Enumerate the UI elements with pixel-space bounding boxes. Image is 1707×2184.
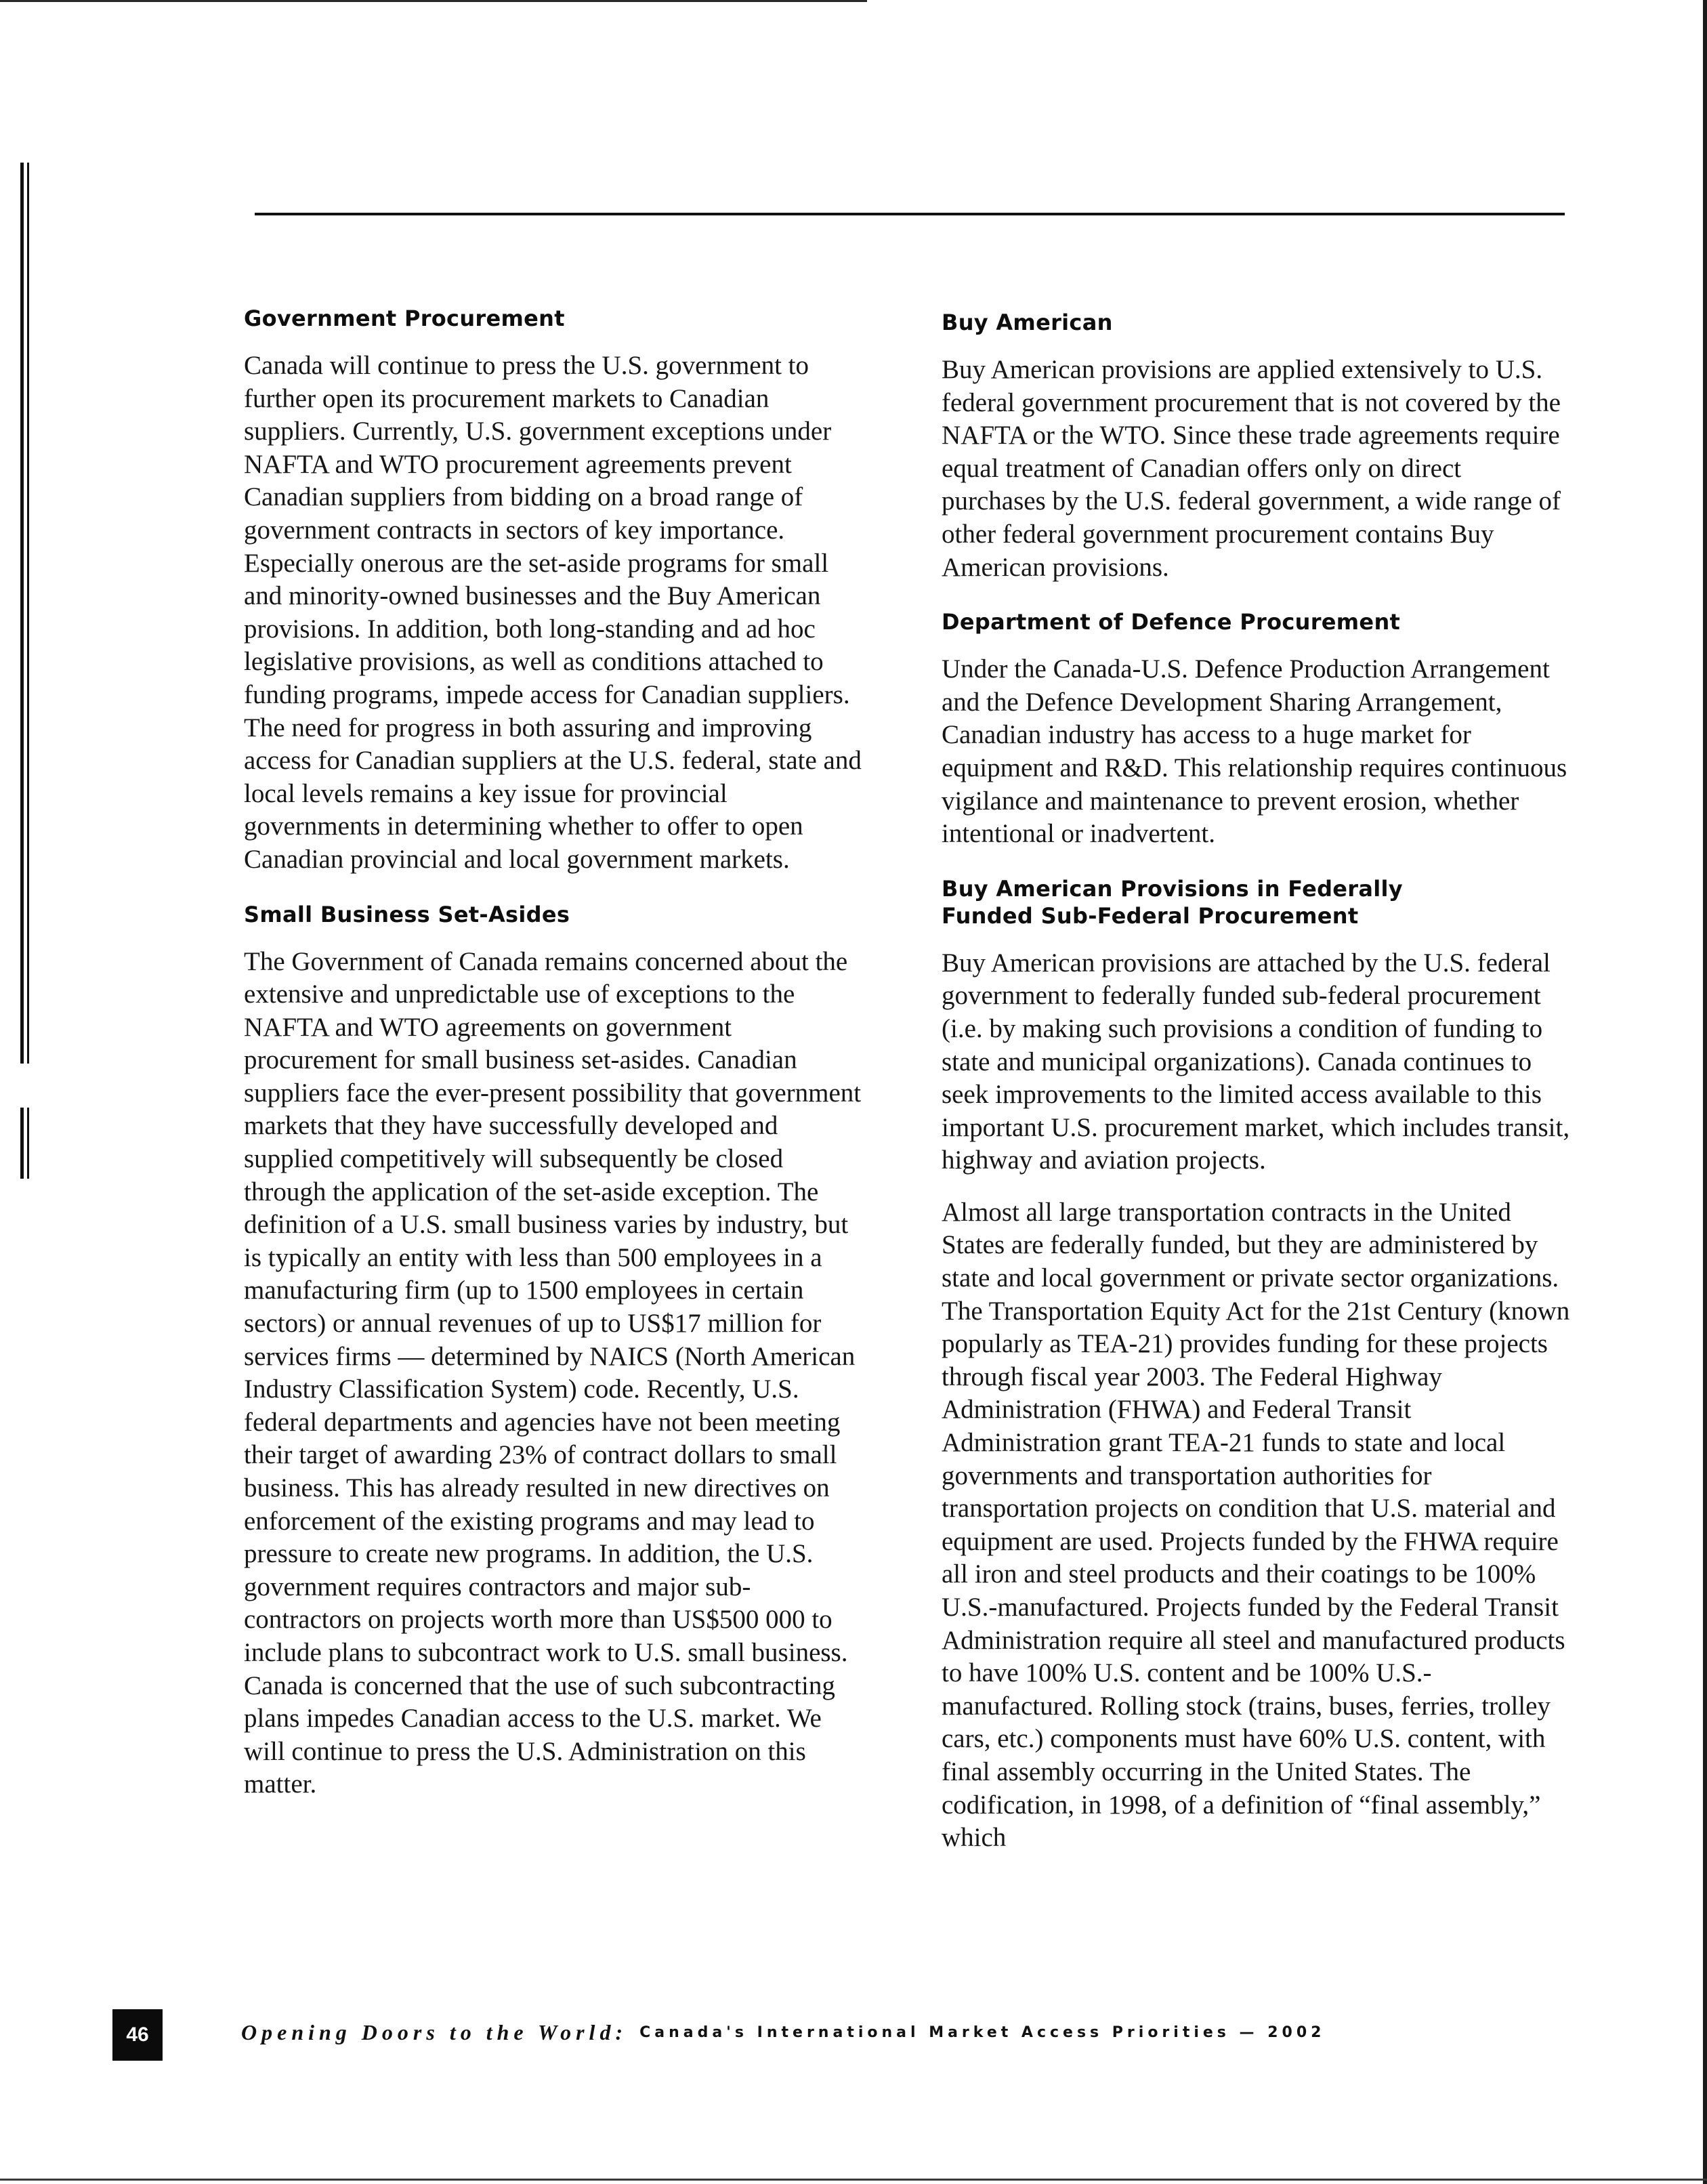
left-column [244,305,867,1801]
scan-top-edge [0,0,867,2]
section-small-business-set-asides [244,901,867,1801]
section-buy-american [942,309,1572,584]
section-paragraph: Almost all large transportation contracts in the United States are federally funded, but they are administered by state and local government or private sector organizations. The Transportation Equity Act for the 21st Century (known popularly as TEA-21) provides funding for these projects through fiscal year 2003. The Federal Highway Administration (FHWA) and Federal Transit Administration grant TEA-21 funds to state and local governments and transportation authorities for transportation projects on condition that U.S. material and equipment are used. Projects funded by the FHWA require all iron and steel products and their coatings to be 100% U.S.-manufactured. Projects funded by the Federal Transit Administration require all steel and manufactured products to have 100% U.S. content and be 100% U.S.-manufactured. Rolling stock (trains, buses, ferries, trolley cars, etc.) components must have 60% U.S. content, with final assembly occurring in the United States. The codification, in 1998, of a definition of “final assembly,” which [942,1197,1570,1853]
section-government-procurement [244,305,867,877]
section-buy-american-sub-federal [942,875,1572,1855]
section-heading: Department of Defence Procurement [942,609,1401,635]
section-defence-procurement [942,608,1572,851]
footer-subtitle: Canada's International Market Access Priorities — 2002 [639,2023,1326,2041]
section-heading: Small Business Set-Asides [244,901,570,927]
section-heading-line: Funded Sub-Federal Procurement [942,902,1359,929]
header-rule [255,213,1565,215]
section-heading-line: Buy American Provisions in Federally [942,875,1403,902]
page-number: 46 [112,2009,163,2061]
scan-margin-mark [27,1108,29,1179]
footer [241,2013,1433,2051]
scan-margin-mark [20,163,24,1064]
footer-title: Opening Doors to the World: [241,2019,628,2044]
scan-bottom-edge [0,2179,1707,2181]
section-heading [942,875,1572,929]
section-paragraph: Buy American provisions are attached by the U.S. federal government to federally funded sub-federal procurement (i.e. by making such provisions a condition of funding to state and municipal organizations). Canada continues to seek improvements to the limited access available to this important U.S. procurement market, which includes transit, highway and aviation projects. [942,948,1570,1175]
section-heading: Government Procurement [244,306,565,331]
right-column [942,309,1572,1855]
scan-margin-mark [20,1108,24,1179]
section-paragraph: Under the Canada-U.S. Defence Production Arrangement and the Defence Development Sharing Arrangement, Canadian industry has access to a huge market for equipment and R&D. This relationship requires continuous vigilance and maintenance to prevent erosion, whether intentional or inadvertent. [942,654,1567,849]
scan-margin-mark [27,163,29,1064]
scan-right-edge [1703,0,1707,2184]
section-paragraph: The Government of Canada remains concerned about the extensive and unpredictable use of exceptions to the NAFTA and WTO agreements on government procurement for small business set-asides. Canadian suppliers face the ever-present possibility that government markets that they have successfully developed and supplied competitively will subsequently be closed through the application of the set-aside exception. The definition of a U.S. small business varies by industry, but is typically an entity with less than 500 employees in a manufacturing firm (up to 1500 employees in certain sectors) or annual revenues of up to US$17 million for services firms — determined by NAICS (North American Industry Classification System) code. Recently, U.S. federal departments and agencies have not been meeting their target of awarding 23% of contract dollars to small business. This has already resulted in new directives on enforcement of the existing programs and may lead to pressure to create new programs. In addition, the U.S. government requires contractors and major sub-contractors on projects worth more than US$500 000 to include plans to subcontract work to U.S. small business. Canada is concerned that the use of such subcontracting plans impedes Canadian access to the U.S. market. We will continue to press the U.S. Administration on this matter. [244,946,862,1799]
section-heading: Buy American [942,310,1113,335]
section-paragraph: Buy American provisions are applied extensively to U.S. federal government procurement that is not covered by the NAFTA or the WTO. Since these trade agreements require equal treatment of Canadian offers only on direct purchases by the U.S. federal government, a wide range of other federal government procurement contains Buy American provisions. [942,355,1561,582]
section-paragraph: Canada will continue to press the U.S. government to further open its procurement markets to Canadian suppliers. Currently, U.S. government exceptions under NAFTA and WTO procurement agreements prevent Canadian suppliers from bidding on a broad range of government contracts in sectors of key importance. Especially onerous are the set-aside programs for small and minority-owned businesses and the Buy American provisions. In addition, both long-standing and ad hoc legislative provisions, as well as conditions attached to funding programs, impede access for Canadian suppliers. The need for progress in both assuring and improving access for Canadian suppliers at the U.S. federal, state and local levels remains a key issue for provincial governments in determining whether to offer to open Canadian provincial and local government markets. [244,351,862,874]
